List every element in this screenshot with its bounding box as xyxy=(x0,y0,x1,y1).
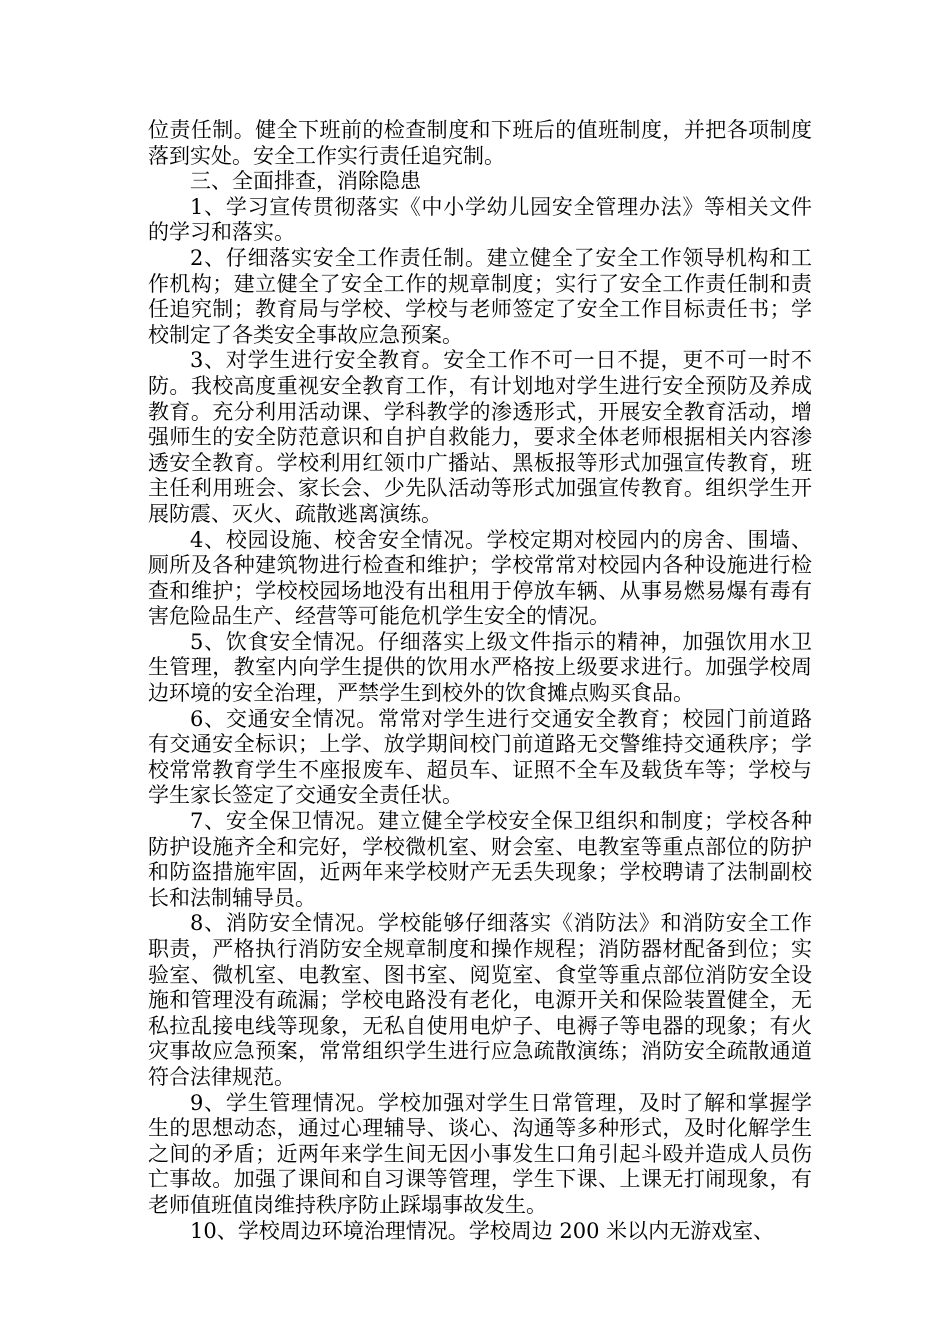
paragraph-item-7: 7、安全保卫情况。建立健全学校安全保卫组织和制度；学校各种防护设施齐全和完好，学校微机室、财会室、电教室等重点部位的防护和防盗措施牢固，近两年来学校财产无丢失现象；学校聘请了法制副校长和法制辅导员。 xyxy=(148,809,812,910)
paragraph-item-3: 3、对学生进行安全教育。安全工作不可一日不提，更不可一时不防。我校高度重视安全教育工作，有计划地对学生进行安全预防及养成教育。充分利用活动课、学科教学的渗透形式，开展安全教育活动，增强师生的安全防范意识和自护自救能力，要求全体老师根据相关内容渗透安全教育。学校利用红领巾广播站、黑板报等形式加强宣传教育，班主任利用班会、家长会、少先队活动等形式加强宣传教育。组织学生开展防震、灭火、疏散逃离演练。 xyxy=(148,348,812,526)
paragraph-item-10: 10、学校周边环境治理情况。学校周边 200 米以内无游戏室、 xyxy=(190,1218,775,1243)
paragraph-item-8: 8、消防安全情况。学校能够仔细落实《消防法》和消防安全工作职责，严格执行消防安全规章制度和操作规程；消防器材配备到位；实验室、微机室、电教室、图书室、阅览室、食堂等重点部位消防安全设施和管理没有疏漏；学校电路没有老化，电源开关和保险装置健全，无私拉乱接电线等现象，无私自使用电炉子、电褥子等电器的现象；有火灾事故应急预案，常常组织学生进行应急疏散演练；消防安全疏散通道符合法律规范。 xyxy=(148,911,812,1089)
section-heading: 三、全面排查，消除隐患 xyxy=(190,169,421,194)
paragraph-item-4: 4、校园设施、校舍安全情况。学校定期对校园内的房舍、围墙、厕所及各种建筑物进行检查和维护；学校常常对校园内各种设施进行检查和维护；学校校园场地没有出租用于停放车辆、从事易燃易爆有毒有害危险品生产、经营等可能危机学生安全的情况。 xyxy=(148,527,812,629)
paragraph-item-5: 5、饮食安全情况。仔细落实上级文件指示的精神，加强饮用水卫生管理，教室内向学生提供的饮用水严格按上级要求进行。加强学校周边环境的安全治理，严禁学生到校外的饮食摊点购买食品。 xyxy=(148,629,812,706)
paragraph-item-9: 9、学生管理情况。学校加强对学生日常管理，及时了解和掌握学生的思想动态，通过心理辅导、谈心、沟通等多种形式，及时化解学生之间的矛盾；近两年来学生间无因小事发生口角引起斗殴并造成人员伤亡事故。加强了课间和自习课等管理，学生下课、上课无打闹现象，有老师值班值岗维持秩序防止踩塌事故发生。 xyxy=(148,1090,812,1217)
paragraph-item-6: 6、交通安全情况。常常对学生进行交通安全教育；校园门前道路有交通安全标识；上学、放学期间校门前道路无交警维持交通秩序；学校常常教育学生不座报废车、超员车、证照不全车及载货车等；学校与学生家长签定了交通安全责任状。 xyxy=(148,706,812,808)
document-body xyxy=(148,118,812,1244)
paragraph-item-2: 2、仔细落实安全工作责任制。建立健全了安全工作领导机构和工作机构；建立健全了安全工作的规章制度；实行了安全工作责任制和责任追究制；教育局与学校、学校与老师签定了安全工作目标责任书；学校制定了各类安全事故应急预案。 xyxy=(148,245,812,347)
paragraph-continuation: 位责任制。健全下班前的检查制度和下班后的值班制度，并把各项制度落到实处。安全工作实行责任追究制。 xyxy=(148,118,812,168)
paragraph-item-1: 1、学习宣传贯彻落实《中小学幼儿园安全管理办法》等相关文件的学习和落实。 xyxy=(148,194,812,245)
